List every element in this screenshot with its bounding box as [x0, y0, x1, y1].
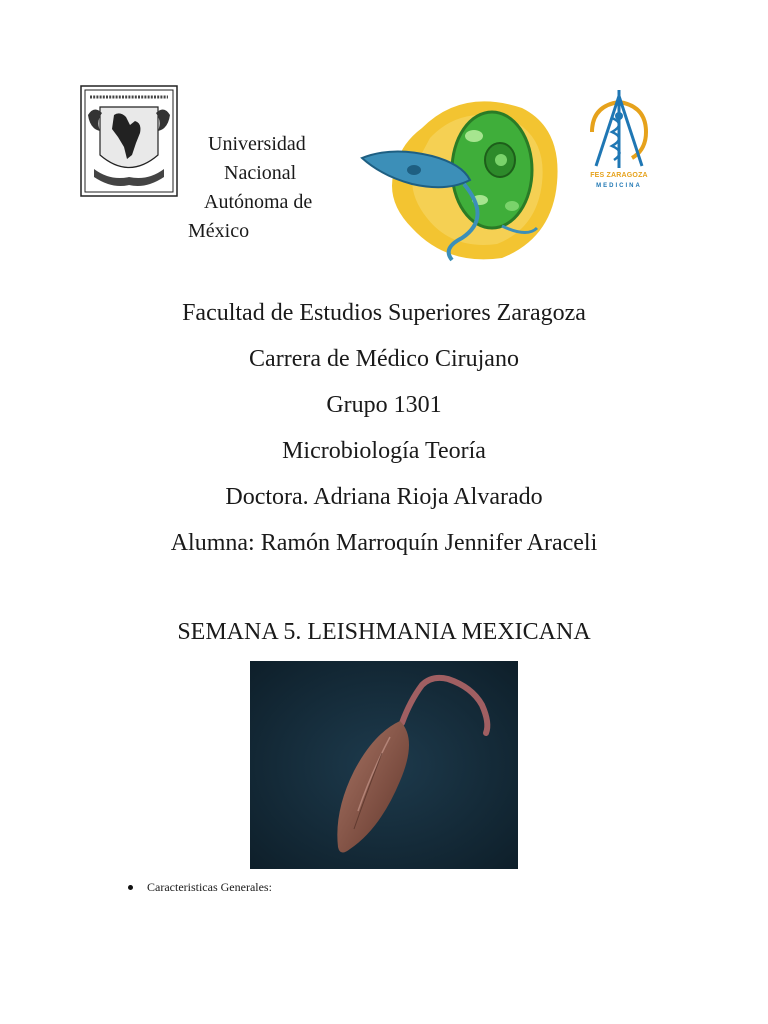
faculty-title: Facultad de Estudios Superiores Zaragoza	[182, 300, 586, 326]
bullet-list	[128, 880, 272, 895]
subject-label: Microbiología Teoría	[282, 438, 486, 464]
fes-logo-text: FES ZARAGOZA	[590, 172, 648, 179]
fes-logo-subtext: MEDICINA	[596, 183, 642, 189]
bullet-point-icon	[128, 885, 133, 890]
leishmania-micrograph	[250, 661, 518, 869]
university-name-line-2: Nacional	[224, 162, 297, 184]
student-label: Alumna: Ramón Marroquín Jennifer Araceli	[170, 530, 598, 556]
career-title: Carrera de Médico Cirujano	[249, 346, 519, 372]
document-heading: SEMANA 5. LEISHMANIA MEXICANA	[177, 619, 591, 645]
university-name-line-3: Autónoma de	[204, 191, 313, 213]
group-label: Grupo 1301	[326, 392, 442, 418]
professor-label: Doctora. Adriana Rioja Alvarado	[225, 484, 543, 510]
unam-seal-logo	[80, 85, 178, 197]
university-name-line-4: México	[188, 220, 250, 242]
protozoa-illustration	[352, 88, 564, 266]
bullet-item-text: Caracteristicas Generales:	[147, 880, 272, 894]
university-name-line-1: Universidad	[208, 133, 306, 155]
fes-zaragoza-medicina-logo	[580, 88, 658, 196]
